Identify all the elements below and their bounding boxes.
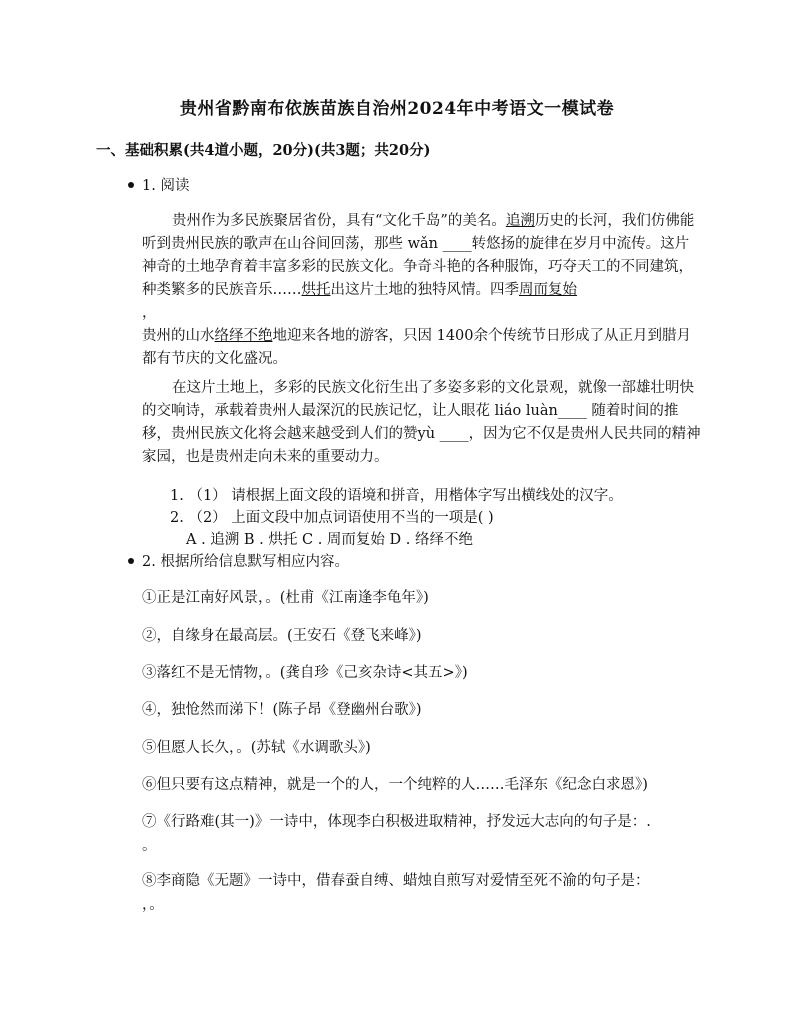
fill-item-8-tail: ，。 — [142, 897, 164, 913]
page-title: 贵州省黔南布依族苗族自治州2024年中考语文一模试卷 — [179, 99, 615, 119]
fill-item-8: ⑧李商隐《无题》一诗中，借春蚕自缚、蜡烛自煎写对爱情至死不渝的句子是： — [142, 873, 650, 889]
fill-item-7-tail: 。 — [142, 838, 157, 854]
dotted-word-3: 周而复始 — [519, 282, 577, 298]
p1-text-5: 贵州的山水 — [142, 328, 215, 344]
dotted-word-4: 络绎不绝 — [214, 328, 273, 344]
bullet-icon — [128, 558, 134, 564]
bullet-icon — [128, 182, 134, 188]
fill-item-2: ②，自缘身在最高层。(王安石《登飞来峰》) — [142, 628, 422, 644]
answer-options: A . 追溯 B . 烘托 C . 周而复始 D . 络绎不绝 — [186, 532, 473, 548]
fill-item-6: ⑥但只要有这点精神，就是一个的人，一个纯粹的人……毛泽东《纪念白求恩》) — [142, 777, 648, 793]
p1-text-1: 贵州作为多民族聚居省份，具有“文化千岛”的美名。 — [172, 213, 506, 229]
dotted-word-1: 追溯 — [505, 213, 535, 229]
p2-text: 在这片土地上，多彩的民族文化衍生出了多姿多彩的文化景观，就像一部雄壮明快的交响诗，承载着贵州人最深沉的民族记忆，让人眼花 liáo luàn____ 随着时间的推移，贵州民族文化将会越来越受到人们的赞yù ____，因为它不仅是贵州人民共同的精神家园，也是贵州走向未来的重要动力。 — [142, 380, 701, 465]
p1-text-4: ， — [142, 305, 157, 321]
p1-text-3: 出这片土地的独特风情。四季 — [330, 282, 519, 298]
reading-paragraph-2 — [142, 377, 702, 469]
fill-item-1: ①正是江南好风景，。(杜甫《江南逢李龟年》) — [142, 590, 429, 606]
sub-question-1: 1. （1） 请根据上面文段的语境和拼音，用楷体字写出横线处的汉字。 — [170, 488, 623, 504]
question-2-header — [128, 550, 349, 571]
question-1-header — [128, 174, 189, 195]
fill-item-3: ③落红不是无情物，。(龚自珍《己亥杂诗<其五>》) — [142, 665, 468, 681]
p1-text-2: 历史的长河，我们仿佛能听到贵州民族的歌声在山谷间回荡，那些 wǎn ____转悠扬的旋律在岁月中流传。这片神奇的土地孕育着丰富多彩的民族文化。争奇斗艳的各种服饰，巧夺天工的不同建筑，种类繁多的民族音乐…… — [142, 213, 695, 298]
question-1-label: 1. 阅读 — [142, 178, 190, 194]
dotted-word-2: 烘托 — [301, 282, 331, 298]
question-2-label: 2. 根据所给信息默写相应内容。 — [142, 554, 349, 570]
fill-item-5: ⑤但愿人长久，。(苏轼《水调歌头》) — [142, 740, 371, 756]
fill-item-4: ④，独怆然而涕下！(陈子昂《登幽州台歌》) — [142, 702, 422, 718]
reading-paragraph-1 — [142, 210, 702, 371]
section-heading: 一、基础积累(共4道小题，20分)(共3题；共20分) — [96, 142, 431, 159]
sub-question-2: 2. （2） 上面文段中加点词语使用不当的一项是( ) — [170, 510, 494, 526]
fill-item-7: ⑦《行路难(其一)》一诗中，体现李白积极进取精神，抒发远大志向的句子是：. — [142, 814, 651, 830]
p1-text-6: 地迎来各地的游客，只因 1400余个传统节日形成了从正月到腊月都有节庆的文化盛况。 — [142, 328, 692, 367]
